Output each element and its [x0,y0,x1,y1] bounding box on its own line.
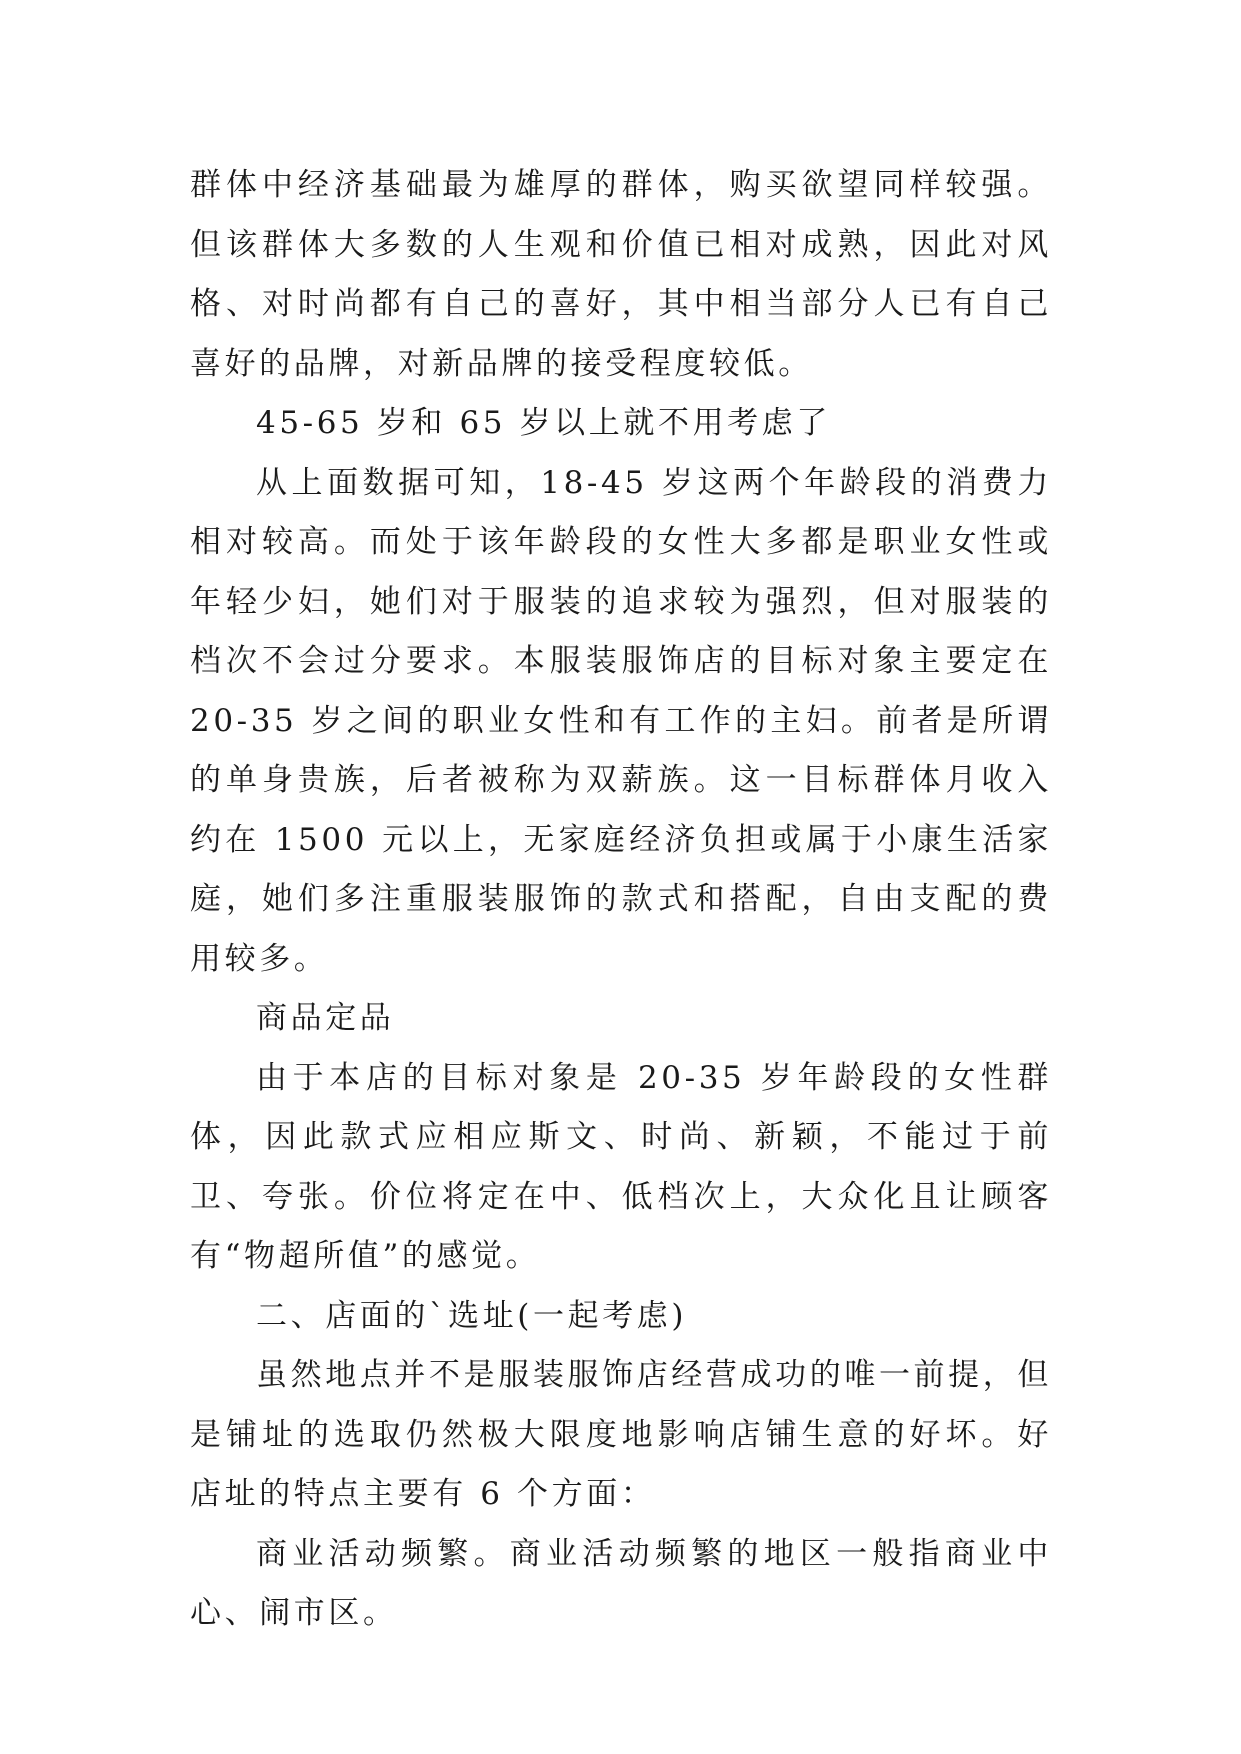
paragraph-2: 45-65 岁和 65 岁以上就不用考虑了 [256,405,831,441]
paragraph-5: 由于本店的目标对象是 20-35 岁年龄段的女性群体，因此款式应相应斯文、时尚、新颖，不能过于前卫、夸张。价位将定在中、低档次上，大众化且让顾客有“物超所值”的感觉。 [190,1059,1052,1274]
document-body [190,156,1052,1644]
paragraph-4: 商品定品 [256,1000,395,1036]
paragraph-6: 二、店面的`选址(一起考虑) [256,1297,688,1334]
paragraph-1: 群体中经济基础最为雄厚的群体，购买欲望同样较强。但该群体大多数的人生观和价值已相对成熟，因此对风格、对时尚都有自己的喜好，其中相当部分人已有自己喜好的品牌，对新品牌的接受程度较低。 [190,167,1052,382]
paragraph-3: 从上面数据可知，18-45 岁这两个年龄段的消费力相对较高。而处于该年龄段的女性大多都是职业女性或年轻少妇，她们对于服装的追求较为强烈，但对服装的档次不会过分要求。本服装服饰店的目标对象主要定在 20-35 岁之间的职业女性和有工作的主妇。前者是所谓的单身贵族，后者被称为双薪族。这一目标群体月收入约在 1500 元以上，无家庭经济负担或属于小康生活家庭，她们多注重服装服饰的款式和搭配，自由支配的费用较多。 [190,464,1052,977]
paragraph-8: 商业活动频繁。商业活动频繁的地区一般指商业中心、闹市区。 [190,1535,1052,1631]
paragraph-7: 虽然地点并不是服装服饰店经营成功的唯一前提，但是铺址的选取仍然极大限度地影响店铺生意的好坏。好店址的特点主要有 6 个方面： [190,1357,1052,1512]
